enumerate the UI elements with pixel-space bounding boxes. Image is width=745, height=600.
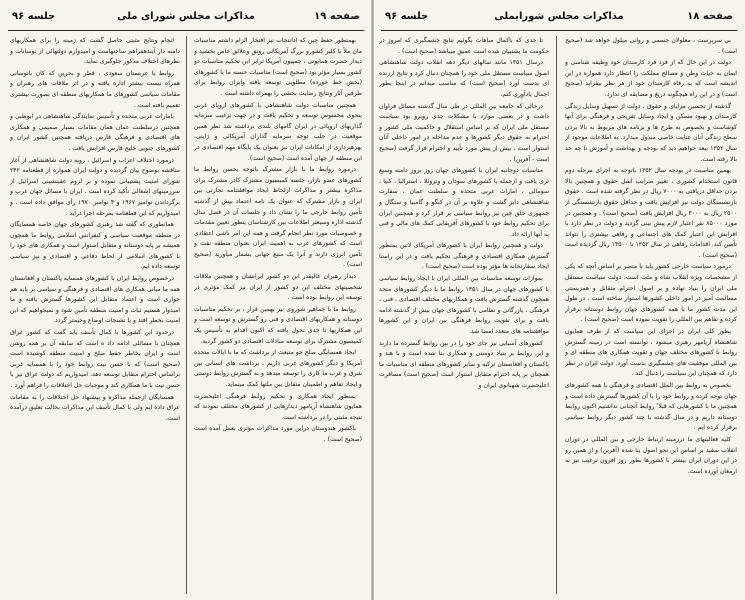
header-rule	[381, 30, 737, 31]
paragraph: همچنین مناسبات دولت شاهنشاهی با کشورهای اروپای غربی بنحوی محسوس توسعه و تحکیم یافت و در جهت ترغیب سرمایه گذاریهای اروپائی در ایران گامهای بلندی برداشته شد نظر همین موقعیت در جلب توجه سرمایه گذاران آمریکائی و ژاپنی، بهرهبرداری از امکانات ایران نیز بعنوان یک پایگاه مهم اقتصادی در این منطقه از جهان آمده است (صحیح است).	[194, 101, 362, 162]
page-header	[8, 6, 364, 30]
paragraph: درمورد اختلاف اعراب و اسرائیل ، رویه دولت شاهنشاهی از آغاز مناقشه بوضوح بیان گردیده و دولت ایران همواره از قطعنامه ۲۴۲ شورای امنیت پشتیبانی نموده و بر لزوم عقبنشینی اسرائیل از سرزمینهای اشغالی تأکید کرده است . ایران با مسائل جهان غرب و برگرداندن نوامبر ۱۹۶۷ و ۴ نوامبر ۱۹۷۰ رأی موافق داده است . و امیدواریم که این قطعنامه بمرحله اجرا درآید .	[10, 156, 180, 217]
paragraph: درمورد روابط ما با بازار مشترک باتوجه بحسن روابط ما کشورهای عضو بازار، جلسه کمیسیون مشترک کادر مشترک برای مذاکره بیشتر و مذاکرات ازلحاظ ایجاد موافقتنامه تجارتی بین ایران و بازار مشترک که عنوان یک نامه اعتماد بیش از گذشته تأمین روابط خارجی ما را نشان داد و جلسات آن در فصل سال گذشته اداره وسیعتر اطلاعات بین کارشناسان بنظور تعیین مقدمات و خصوصیات مورد نظر انجام گرفت و همه این امر ناشی اعتقادی است که کشورهای غرب به اهمیت ایران بعنوان منطقه نفت و تأمین انرژی دارند و آنرا یک منبع جهانی بشمار میآورند (صحیح است) .	[194, 166, 362, 269]
paragraph: مناسبات دوجانبه ایران با کشورهای جهان روز بروز دامنه وسیع تری یافت و ازجمله با کشورهای سودان و ونزوئلا ، استرالیا ، کنیا ، سومالی ، امارات عربی متحده و سلطنت عمان ، سفارت شاهنشاهی دایر گشت و علاوه بر آن در کنگو و گامبیا و سنگال و جمهوری خلق چین نیز روابط سیاسی بر قرار کرد و همچنین ایران برای تحکیم روابط خود با کشورهای آفریقایی کمک های مالی و فنی به آنها ارائه داد.	[379, 167, 549, 238]
paragraph: انجام ونتایج مثبتی حاصل گشت که زمینه را برای همکاریهای دامنه دار آیندهفراهم ساختهاست و امیدوارم دولتهائی از نوسانات و نظرهای اختلاف مذکور جلوگیری نماید.	[10, 37, 180, 66]
page-18	[373, 0, 745, 600]
page-number: صفحه ۱۹	[314, 11, 360, 22]
paragraph: همسایگان ازجمله مذاکره و پیشنهاد حل اختلافات را به مقامات عراق داده ایم ولی با کمال تأسف این مذاکرات بحالت تعلیق درآمده است.	[10, 393, 180, 422]
paragraph: کلیه فعالیتهای ما درزمینه ارتباط خارجی و بین المللی در دوران انقلاب سفید بر اساس این نحو اصول بنا شده (آفرین) و از همین رو در این دوران ایران بیشتر با کشورها بطور روز افزون ترغیب نیز به ارمغان آورده است.	[565, 435, 737, 475]
paragraph: باکشور هندوستان دراین مورد مذاکرات مؤثری بعمل آمده است (صحیح است) .	[194, 425, 362, 443]
page-number: صفحه ۱۸	[687, 11, 733, 22]
page-19	[0, 0, 372, 600]
paragraph: دیدار رهبران عالیقدر این دو کشور ایرانشان و همچنین ملاقات شخصیتهای مختلف این دو کشور از ایران نیز کمک مؤثری در توسعه این روابط بوده است .	[194, 273, 362, 302]
paragraph: بموازات توسعه مناسبات بین المللی ایران با ایجاد روابط سیاسی با کشورهای جهان در سال ۱۳۵۱ روابط ما با دیگر کشورهای متحد همچون گذشته گسترش یافت و همکاریهای مختلف اقتصادی ، فنی ، فرهنگی ، بازرگانی و نظامی با کشورهای جهان بیش از گذشته ادامه یافت و برای تقویت روابط فرهنگی بین ایران و این کشورها موافقتنامه های متعدد امضا شد.	[379, 275, 549, 336]
paragraph: کشورهای آسیایی نیز جای خود را در بین روابط گسترده ما دارند و این روابط بر بنیاد دوستی و همکاری بنا شده است و با هند و پاکستان و افغانستان ترکیه و سایر کشورهای منطقه ای مناسبات ما همچنان بر پایه احترام متقابل استوار است (صحیح است) مسافرت اعلیحضرت شهبانوی ایران و	[379, 339, 549, 389]
running-title: مذاکرات مجلس شورای ملی	[117, 11, 255, 22]
paragraph: روابط با عربستان سعودی ، قطر و بحرین که کان بانوسانی همراه نیست بیشتر اداره یافته و در اثر ملاقات های رهبران و مقامات سیاسی کشورهای ما همکاریهای منطقه ای بصورت بیشتری تعمیم یافته است .	[10, 69, 180, 109]
paragraph: درسال ۱۳۵۱ مانند سالهای دیگر دهه انقلاب دولت شاهنشاهی اصول سیاست مستقل ملی خود را همچنان دنبال کرد و نتایج ارزنده ای بدست آورد (صحیح است) که مناسب میدانم در اینجا بطور اجمال یادآوری کنم.	[379, 59, 549, 98]
header-rule	[8, 30, 364, 31]
text-column-right	[565, 36, 737, 594]
column-rule	[556, 36, 557, 594]
paragraph: درخصوص روابط ایران با کشورهای همسایه پاکستان و افغانستان همه ما مبانی همکاری های اقتصادی و فرهنگی و سیاسی بر پایه هم جواری است و اعتماد متقابل این کشورها گسترش یافته و ما امیدوار هستیم ثبات و امنیت منطقه تأمین شود و نمیخواهیم که این امنیت بخطر افتد و یا تشنجات اوضاع وخیمتر گردد.	[10, 275, 180, 325]
paragraph: بامارات عربی متحده و تأسیس نمایندگی شاهنشاهی در ابوظبی و همچنین درسلطنت عمان همان مقامات بسیار صمیمی و همکاری های اقتصادی و فرهنگی فارس دریافته همچنین کشور ایران و کشورهای جنوبی خلیج فارس افزایش یافت .	[10, 113, 180, 152]
paragraph: بخصوص به روابط بین الملل اقتصادی و فرهنگی با همه کشورهای جهان توجه کرده و روابط خود را با آن کشورها گسترش داده است و همچنین ما با کشورهایی که قبلا ً روابط آنچنانی نداشتیم اکنون روابط دوستانه داریم و در سال گذشته با چند کشور دیگر روابط سیاسی برقرار کرده ایم .	[565, 382, 737, 432]
paragraph: بی سرپرست ، معلولان جسمی و روانی میلول خواهد شد (صحیح است) .	[565, 37, 737, 55]
running-title: مذاکرات مجلس شورایملی	[494, 11, 624, 22]
paragraph: تا حدی که باکمال مباهات بگوئیم نتایج چشمگیری که امروز در حکومت ما پشتیبان شده است عمیق میباشد (صحیح است) .	[379, 37, 549, 55]
page-header	[381, 6, 737, 30]
paragraph: دولت و همچنین روابط ایران با کشورهای آمریکای لاتین بمنظور گسترش همکاری اقتصادی و فرهنگی تحکیم یافت و در این راستا ایجاد سفارتخانه ها مؤثر بوده است (صحیح است) .	[379, 242, 549, 271]
paragraph: همانطوری که گفته شد رهبری کشورهای جهان خاصه همسایگان در منطقه موقعیت سیاسی و کنفرانس اسلامی روابط ما همچون همیشه بر پایه دوستانه و متقابل استوار است و همکاری های خود را با کشورهای اسلامی از لحاظ دفاعی و اقتصادی و نیز سیاسی توسعه داده ایم.	[10, 221, 180, 271]
session-number: جلسه ۹۶	[385, 11, 429, 22]
text-column-left	[379, 36, 549, 594]
paragraph: درمورد سیاست خارجی کشور باید با متضر بر اساس آنچه که یکی از مشخصات ویژه انقلاب شاه و ملت است، دولت سیاست مستقل ملی ایران را بنیاد نهاده و بر اصول احترام متقابل و همزیستی مسالمت آمیز در امور داخلی کشورها استوار ساخته است . در طول این مدت کشور ما با همه کشورهای جهان روابط دوستانه برقرار کرده و تفاهم بین المللی را تقویت نموده است (صحیح است) .	[565, 263, 737, 324]
paragraph: بمنظور ایجاد همکاری و تحکیم روابط فرهنگی اعلیحضرت همایون شاهنشاه آریامهر دیدارهایی از کشورهای مختلف نمودند که نتیجه مثبتی را در برداشته است.	[194, 392, 362, 421]
paragraph: ایجاد همسایگی صلح جو منبعث از برداشت که ما با ایالات متحده آمریکا و دیگر کشورهای غربی داریم ، برداشت های انسانی بین شرق و غرب ما کاری را توسعه میدهد و به گسترش روابط دوستی و ایجاد تفاهم و اطمینان متقابل بین ملتها کمک مینماید.	[194, 349, 362, 388]
paragraph: روابط ما با جماهیر شوروی نیز بهمین قرار ، بر تحکیم مناسبات دوستانه و همکاریهای اقتصادی و فنی رو گسترش و توسعه است و این همکاریها تا حدی تحول یافته که اکنون اقدام به تأسیس یک کمیسیون مشترک برای توسعه مبادلات اقتصادی دو کشور گردید.	[194, 305, 362, 345]
text-column-right	[194, 36, 362, 594]
paragraph: دولت در این حال که از فرد فرد کارمندان خود وظیفه شناسی و ایمان به حیات وطن و مصالح مملکت را انتظار دارد همواره در این اندیشه است که به رفاه کارمندان خود از هر نظر بیفزاید (صحیح است) و در این راه هیچگونه دریغ و مضایقه ای ندارد.	[565, 59, 737, 98]
paragraph: بهمنظور حفظ چین که ادانتخاب نیز افتخار الزام داشتم مناسبات مان ملاً با کلیر کشورو بزرگ آمریکائی رونق وعلائق خاص بخشید و دیدار حضرت همایونی ، چمپیون آمریکا ثرابر این تحکیم مناسبات دو کشور بسیار مؤثر بود (صحیح است) مناسبات حسنه ما با کشورهای (بخش خط خورده) مطلوبی توسعه یافته وایران روابط برای طرفین آثار ونتایج رضایت بخشی را بهمراه داشته است .	[194, 37, 362, 97]
paragraph: درحالی که جامعه بین المللی در طی سال گذشته مسائل فراوان داشت و در بعضی موارد با مشکلات جدی روبرو بود سیاست مستقل ملی ایران که بر اساس استقلال و حاکمیت ملی کشور و احترام به حقوق دیگر کشورها و عدم مداخله در امور داخلی آنان استوار است ، بیش از پیش مورد تأیید و احترام قرار گرفت (صحیح است - آفرین) .	[379, 102, 549, 163]
column-rule	[186, 36, 187, 594]
session-number: جلسه ۹۶	[12, 11, 56, 22]
paragraph: بطور کلی ایران در اجرای این سیاست که از طرف همایون شاهنشاه آریامهر رهبری میشود ، توانسته است در زمینه گسترش روابط با کشورهای مختلف جهان و تقویت همکاری های منطقه ای و بین المللی موفقیت های چشمگیری بدست آورد. دولت ایران در نظر دارد که همچنان این سیاست را دنبال کند .	[565, 328, 737, 378]
paragraph: گذشته از تحسین مزایای و حقوق ، دولت از تسهیل وسایل زندگی کارمندان و بهبود مسکن و ایجاد وسایل تفریحی و فرهنگی برای آنها کوشاست و بخصوص به طرح ها و برنامه های مربوط به بالا بردن سطح زندگی آنان عنایت خاصی مبذول میدارد. به اطلاعات موجود از سال ۱۳۵۲ ببعد خواهیم دید که بودجه و بهداشت و آموزش تا چه حد بالا رفته است.	[565, 102, 737, 163]
text-column-left	[10, 36, 180, 594]
paragraph: بهمین مناسبت در بودجه سال ۱۳۵۲ باتوجه به اجرای مرحله دوم قانون استخدام کشوری ، تغییر ضرایب اشل حقوق و همچنین بالا بردن حداقل دریافتی به ۷۰۰۰ ریال در نظر گرفته شده است . حقوق بازنشستگان دولت نیز افزایش یافت و حداقل حقوق بازنشستگی از ۲۵۰۰ ریال به ۴۰۰۰ ریال افزایش یافت (صحیح است) . و همچنین در مورد ۸۵۰۰۰ نفر اعتبار لازم پیش بینی گردید و دولت در نظر دارد با افزایش این اعتبار کمک های اجتماعی و رفاهی بیشتری را بتواند تأمین کند. اقدامات رفاهی در سال ۱۳۵۲ تا ۱۴۵۰۰ ریال گردیده است (صحیح است) .	[565, 167, 737, 259]
paragraph: درحدود این کشورها با کمال تأسف باید گفت که کشور عراق همچنان با مسائلی ادامه داد ه است که سابقه آن بر همه روشن است و ایران بخاطر حفظ صلح و امنیت منطقه کوشیده است (صحیح است) که با حسن نیت روابط خود را با همسایه غربی براساس احترام متقابل توسعه دهد. امیدواریم که دولت عراق نیز با حسن نیت با ما همکاری کند و موجبات حل اختلافات را فراهم آورد .	[10, 329, 180, 389]
